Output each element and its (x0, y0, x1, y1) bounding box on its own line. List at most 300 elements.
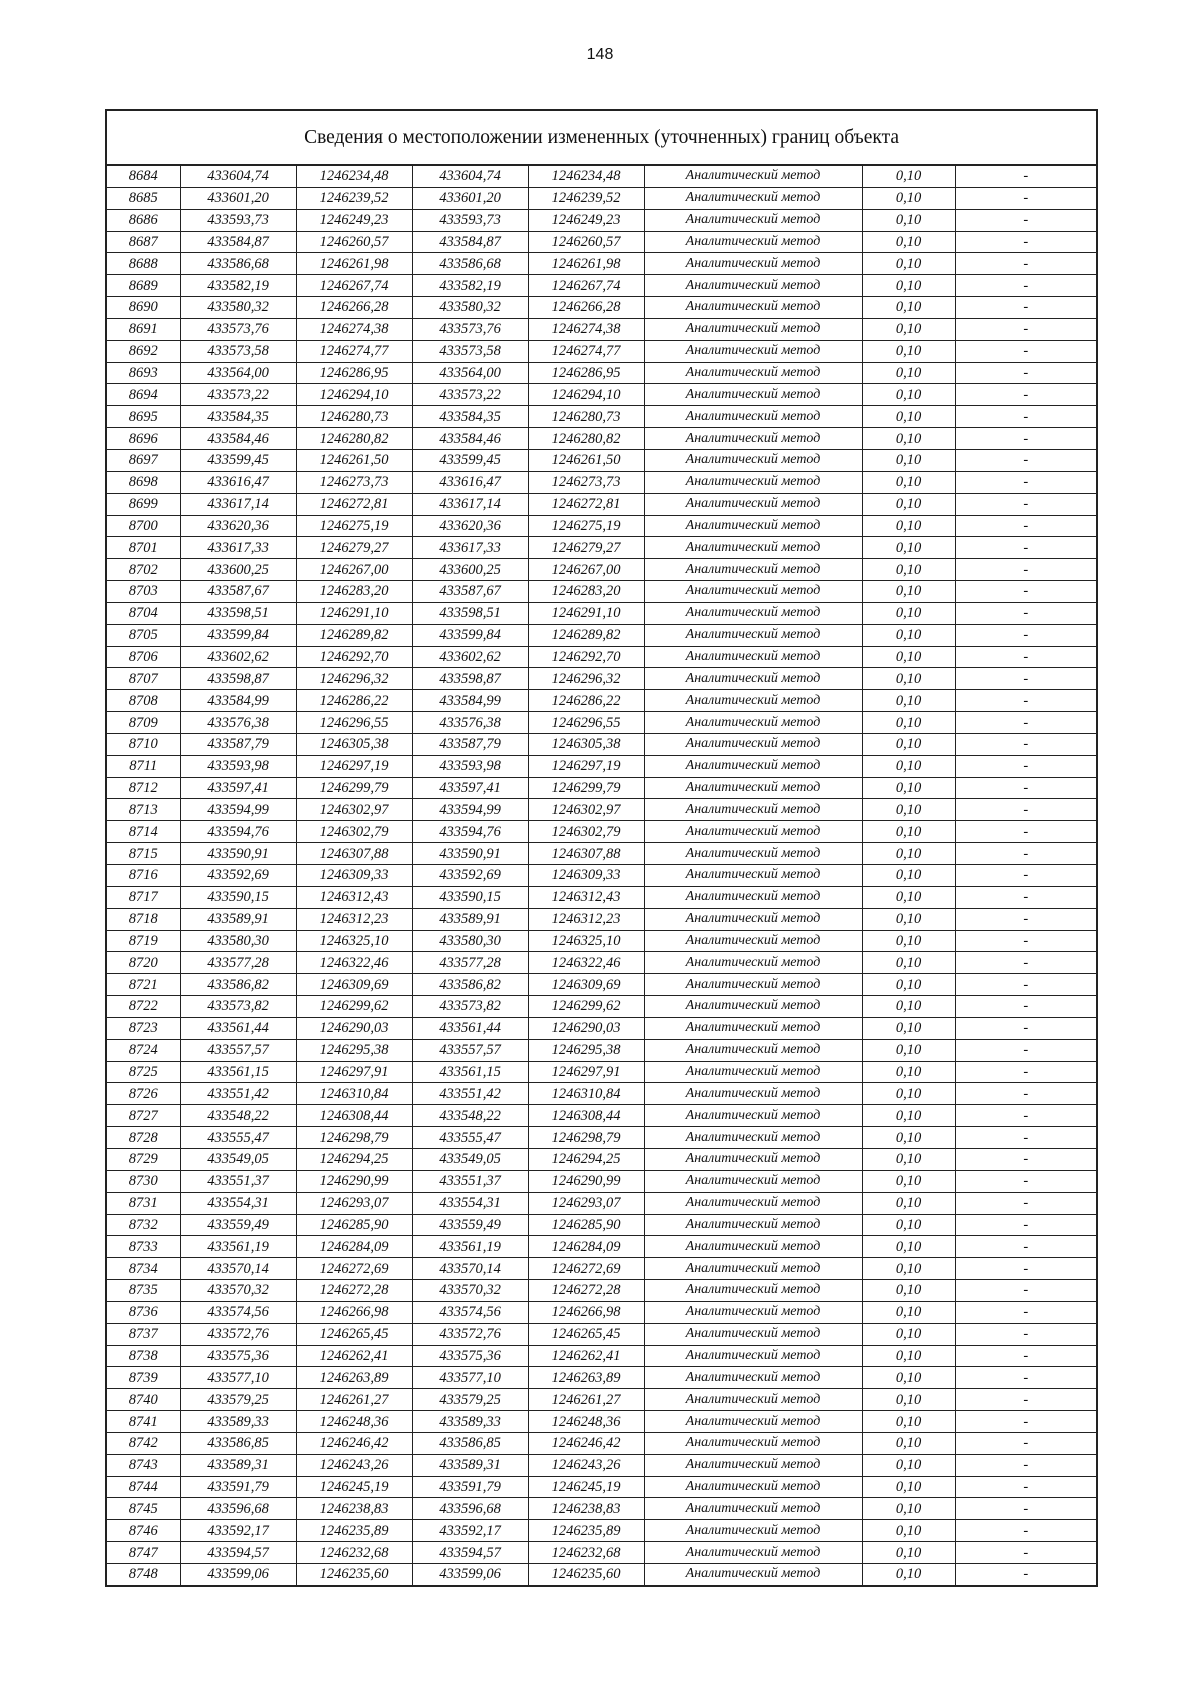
cell-description: - (955, 231, 1097, 253)
cell-y-existing: 1246263,89 (296, 1367, 412, 1389)
cell-accuracy: 0,10 (862, 712, 955, 734)
cell-method: Аналитический метод (644, 1323, 862, 1345)
cell-x-refined: 433570,14 (412, 1258, 528, 1280)
cell-y-refined: 1246286,22 (528, 690, 644, 712)
cell-point-number: 8725 (106, 1061, 180, 1083)
cell-x-refined: 433549,05 (412, 1148, 528, 1170)
cell-x-refined: 433599,45 (412, 449, 528, 471)
cell-point-number: 8698 (106, 471, 180, 493)
cell-point-number: 8703 (106, 581, 180, 603)
cell-method: Аналитический метод (644, 733, 862, 755)
cell-y-refined: 1246291,10 (528, 602, 644, 624)
cell-y-refined: 1246280,82 (528, 428, 644, 450)
cell-y-existing: 1246261,50 (296, 449, 412, 471)
cell-method: Аналитический метод (644, 1432, 862, 1454)
table-row (106, 318, 1097, 340)
cell-description: - (955, 952, 1097, 974)
cell-x-existing: 433617,14 (180, 493, 296, 515)
cell-x-refined: 433594,57 (412, 1542, 528, 1564)
cell-y-refined: 1246302,79 (528, 821, 644, 843)
cell-x-existing: 433587,67 (180, 581, 296, 603)
cell-description: - (955, 1083, 1097, 1105)
cell-x-refined: 433617,14 (412, 493, 528, 515)
cell-description: - (955, 668, 1097, 690)
cell-x-existing: 433584,99 (180, 690, 296, 712)
cell-accuracy: 0,10 (862, 1454, 955, 1476)
cell-x-existing: 433548,22 (180, 1105, 296, 1127)
cell-y-existing: 1246267,00 (296, 559, 412, 581)
cell-x-existing: 433573,76 (180, 318, 296, 340)
cell-point-number: 8699 (106, 493, 180, 515)
cell-x-existing: 433573,58 (180, 340, 296, 362)
cell-y-existing: 1246297,19 (296, 755, 412, 777)
cell-accuracy: 0,10 (862, 624, 955, 646)
cell-point-number: 8727 (106, 1105, 180, 1127)
cell-y-existing: 1246245,19 (296, 1476, 412, 1498)
table-row (106, 1345, 1097, 1367)
cell-y-refined: 1246235,89 (528, 1520, 644, 1542)
table-row (106, 712, 1097, 734)
cell-description: - (955, 581, 1097, 603)
cell-y-refined: 1246234,48 (528, 165, 644, 187)
cell-x-existing: 433573,82 (180, 996, 296, 1018)
cell-x-refined: 433586,68 (412, 253, 528, 275)
cell-point-number: 8732 (106, 1214, 180, 1236)
cell-x-refined: 433573,58 (412, 340, 528, 362)
cell-accuracy: 0,10 (862, 996, 955, 1018)
cell-point-number: 8688 (106, 253, 180, 275)
table-row (106, 1476, 1097, 1498)
table-row (106, 253, 1097, 275)
cell-y-existing: 1246294,10 (296, 384, 412, 406)
cell-point-number: 8685 (106, 187, 180, 209)
cell-x-existing: 433600,25 (180, 559, 296, 581)
cell-y-refined: 1246322,46 (528, 952, 644, 974)
table-row (106, 733, 1097, 755)
cell-method: Аналитический метод (644, 974, 862, 996)
cell-point-number: 8735 (106, 1280, 180, 1302)
table-row (106, 384, 1097, 406)
cell-description: - (955, 165, 1097, 187)
cell-accuracy: 0,10 (862, 559, 955, 581)
cell-y-refined: 1246272,28 (528, 1280, 644, 1302)
cell-description: - (955, 384, 1097, 406)
cell-y-refined: 1246325,10 (528, 930, 644, 952)
cell-x-existing: 433593,73 (180, 209, 296, 231)
cell-accuracy: 0,10 (862, 777, 955, 799)
cell-method: Аналитический метод (644, 777, 862, 799)
cell-x-existing: 433587,79 (180, 733, 296, 755)
cell-method: Аналитический метод (644, 668, 862, 690)
cell-x-existing: 433575,36 (180, 1345, 296, 1367)
cell-y-existing: 1246232,68 (296, 1542, 412, 1564)
cell-y-refined: 1246290,99 (528, 1170, 644, 1192)
cell-description: - (955, 1170, 1097, 1192)
table-row (106, 559, 1097, 581)
cell-y-existing: 1246291,10 (296, 602, 412, 624)
cell-y-existing: 1246302,97 (296, 799, 412, 821)
cell-description: - (955, 930, 1097, 952)
cell-accuracy: 0,10 (862, 1236, 955, 1258)
cell-x-refined: 433573,22 (412, 384, 528, 406)
cell-x-refined: 433587,67 (412, 581, 528, 603)
cell-y-refined: 1246297,91 (528, 1061, 644, 1083)
cell-x-refined: 433599,06 (412, 1564, 528, 1586)
cell-point-number: 8743 (106, 1454, 180, 1476)
cell-accuracy: 0,10 (862, 362, 955, 384)
cell-description: - (955, 602, 1097, 624)
cell-point-number: 8723 (106, 1017, 180, 1039)
table-row (106, 1454, 1097, 1476)
table-row (106, 624, 1097, 646)
cell-point-number: 8712 (106, 777, 180, 799)
cell-method: Аналитический метод (644, 1083, 862, 1105)
cell-point-number: 8690 (106, 297, 180, 319)
cell-x-refined: 433572,76 (412, 1323, 528, 1345)
cell-description: - (955, 1367, 1097, 1389)
cell-y-existing: 1246272,81 (296, 493, 412, 515)
cell-x-existing: 433592,17 (180, 1520, 296, 1542)
cell-method: Аналитический метод (644, 1520, 862, 1542)
cell-y-existing: 1246246,42 (296, 1432, 412, 1454)
cell-description: - (955, 733, 1097, 755)
cell-y-existing: 1246325,10 (296, 930, 412, 952)
cell-y-refined: 1246279,27 (528, 537, 644, 559)
cell-x-existing: 433579,25 (180, 1389, 296, 1411)
cell-y-existing: 1246261,98 (296, 253, 412, 275)
cell-accuracy: 0,10 (862, 1105, 955, 1127)
cell-x-refined: 433561,19 (412, 1236, 528, 1258)
cell-point-number: 8718 (106, 908, 180, 930)
table-row (106, 1301, 1097, 1323)
cell-point-number: 8747 (106, 1542, 180, 1564)
cell-y-refined: 1246272,69 (528, 1258, 644, 1280)
table-row (106, 187, 1097, 209)
cell-x-refined: 433593,73 (412, 209, 528, 231)
cell-description: - (955, 755, 1097, 777)
cell-x-refined: 433597,41 (412, 777, 528, 799)
cell-accuracy: 0,10 (862, 1192, 955, 1214)
cell-x-refined: 433598,51 (412, 602, 528, 624)
cell-accuracy: 0,10 (862, 1520, 955, 1542)
table-body (106, 165, 1097, 1586)
cell-x-refined: 433574,56 (412, 1301, 528, 1323)
cell-y-existing: 1246302,79 (296, 821, 412, 843)
cell-y-existing: 1246296,55 (296, 712, 412, 734)
cell-x-refined: 433591,79 (412, 1476, 528, 1498)
cell-y-existing: 1246280,82 (296, 428, 412, 450)
cell-y-existing: 1246284,09 (296, 1236, 412, 1258)
page-number: 148 (586, 46, 614, 63)
cell-x-refined: 433589,33 (412, 1411, 528, 1433)
cell-accuracy: 0,10 (862, 821, 955, 843)
cell-y-existing: 1246290,03 (296, 1017, 412, 1039)
cell-accuracy: 0,10 (862, 493, 955, 515)
cell-x-existing: 433582,19 (180, 275, 296, 297)
cell-accuracy: 0,10 (862, 1258, 955, 1280)
cell-accuracy: 0,10 (862, 253, 955, 275)
cell-method: Аналитический метод (644, 318, 862, 340)
cell-x-existing: 433591,79 (180, 1476, 296, 1498)
cell-x-refined: 433592,17 (412, 1520, 528, 1542)
cell-method: Аналитический метод (644, 165, 862, 187)
cell-y-existing: 1246272,69 (296, 1258, 412, 1280)
cell-accuracy: 0,10 (862, 1367, 955, 1389)
cell-x-existing: 433586,82 (180, 974, 296, 996)
cell-description: - (955, 1454, 1097, 1476)
cell-method: Аналитический метод (644, 297, 862, 319)
table-row (106, 777, 1097, 799)
cell-point-number: 8741 (106, 1411, 180, 1433)
cell-x-refined: 433592,69 (412, 865, 528, 887)
cell-description: - (955, 471, 1097, 493)
cell-x-existing: 433620,36 (180, 515, 296, 537)
cell-y-existing: 1246286,22 (296, 690, 412, 712)
cell-y-existing: 1246275,19 (296, 515, 412, 537)
cell-x-refined: 433551,37 (412, 1170, 528, 1192)
cell-x-refined: 433599,84 (412, 624, 528, 646)
cell-method: Аналитический метод (644, 493, 862, 515)
cell-y-refined: 1246299,79 (528, 777, 644, 799)
cell-method: Аналитический метод (644, 1017, 862, 1039)
cell-y-existing: 1246292,70 (296, 646, 412, 668)
cell-y-existing: 1246298,79 (296, 1127, 412, 1149)
cell-y-existing: 1246260,57 (296, 231, 412, 253)
cell-x-existing: 433551,37 (180, 1170, 296, 1192)
cell-x-existing: 433586,85 (180, 1432, 296, 1454)
cell-y-existing: 1246312,43 (296, 886, 412, 908)
table-row (106, 1039, 1097, 1061)
cell-point-number: 8737 (106, 1323, 180, 1345)
cell-accuracy: 0,10 (862, 515, 955, 537)
cell-description: - (955, 1061, 1097, 1083)
cell-point-number: 8744 (106, 1476, 180, 1498)
cell-method: Аналитический метод (644, 362, 862, 384)
cell-y-refined: 1246294,10 (528, 384, 644, 406)
cell-method: Аналитический метод (644, 1476, 862, 1498)
cell-y-refined: 1246245,19 (528, 1476, 644, 1498)
table-row (106, 428, 1097, 450)
cell-y-refined: 1246285,90 (528, 1214, 644, 1236)
cell-y-existing: 1246267,74 (296, 275, 412, 297)
cell-y-refined: 1246284,09 (528, 1236, 644, 1258)
cell-description: - (955, 318, 1097, 340)
cell-method: Аналитический метод (644, 1564, 862, 1586)
table-title: Сведения о местоположении измененных (уточненных) границ объекта (106, 110, 1097, 165)
cell-method: Аналитический метод (644, 1039, 862, 1061)
cell-description: - (955, 1258, 1097, 1280)
cell-description: - (955, 187, 1097, 209)
cell-accuracy: 0,10 (862, 1170, 955, 1192)
cell-point-number: 8686 (106, 209, 180, 231)
table-row (106, 1564, 1097, 1586)
cell-y-refined: 1246273,73 (528, 471, 644, 493)
cell-y-refined: 1246286,95 (528, 362, 644, 384)
cell-x-existing: 433599,84 (180, 624, 296, 646)
cell-accuracy: 0,10 (862, 974, 955, 996)
cell-x-existing: 433564,00 (180, 362, 296, 384)
cell-method: Аналитический метод (644, 1148, 862, 1170)
cell-description: - (955, 253, 1097, 275)
cell-method: Аналитический метод (644, 231, 862, 253)
cell-point-number: 8701 (106, 537, 180, 559)
cell-y-existing: 1246283,20 (296, 581, 412, 603)
cell-x-refined: 433594,76 (412, 821, 528, 843)
cell-y-existing: 1246289,82 (296, 624, 412, 646)
cell-y-existing: 1246235,89 (296, 1520, 412, 1542)
table-row (106, 581, 1097, 603)
cell-accuracy: 0,10 (862, 1498, 955, 1520)
cell-x-existing: 433590,15 (180, 886, 296, 908)
cell-y-existing: 1246310,84 (296, 1083, 412, 1105)
cell-y-existing: 1246248,36 (296, 1411, 412, 1433)
cell-x-refined: 433616,47 (412, 471, 528, 493)
cell-y-existing: 1246265,45 (296, 1323, 412, 1345)
cell-y-refined: 1246298,79 (528, 1127, 644, 1149)
cell-description: - (955, 777, 1097, 799)
table-row (106, 515, 1097, 537)
cell-method: Аналитический метод (644, 799, 862, 821)
cell-description: - (955, 1564, 1097, 1586)
cell-y-existing: 1246272,28 (296, 1280, 412, 1302)
cell-point-number: 8689 (106, 275, 180, 297)
cell-accuracy: 0,10 (862, 231, 955, 253)
cell-point-number: 8695 (106, 406, 180, 428)
table-row (106, 1542, 1097, 1564)
cell-point-number: 8713 (106, 799, 180, 821)
cell-description: - (955, 996, 1097, 1018)
cell-point-number: 8726 (106, 1083, 180, 1105)
cell-point-number: 8731 (106, 1192, 180, 1214)
cell-x-existing: 433602,62 (180, 646, 296, 668)
cell-x-existing: 433589,33 (180, 1411, 296, 1433)
cell-point-number: 8738 (106, 1345, 180, 1367)
cell-x-existing: 433572,76 (180, 1323, 296, 1345)
table-row (106, 297, 1097, 319)
cell-y-refined: 1246283,20 (528, 581, 644, 603)
cell-point-number: 8730 (106, 1170, 180, 1192)
cell-description: - (955, 1192, 1097, 1214)
cell-description: - (955, 1105, 1097, 1127)
cell-x-existing: 433584,46 (180, 428, 296, 450)
cell-method: Аналитический метод (644, 537, 862, 559)
cell-x-refined: 433577,10 (412, 1367, 528, 1389)
cell-x-existing: 433580,32 (180, 297, 296, 319)
cell-y-existing: 1246249,23 (296, 209, 412, 231)
cell-point-number: 8715 (106, 843, 180, 865)
cell-x-existing: 433561,15 (180, 1061, 296, 1083)
cell-y-refined: 1246296,32 (528, 668, 644, 690)
cell-point-number: 8697 (106, 449, 180, 471)
cell-y-refined: 1246307,88 (528, 843, 644, 865)
table-row (106, 1280, 1097, 1302)
table-row (106, 1236, 1097, 1258)
cell-x-existing: 433589,91 (180, 908, 296, 930)
cell-y-existing: 1246234,48 (296, 165, 412, 187)
cell-accuracy: 0,10 (862, 1301, 955, 1323)
cell-y-refined: 1246294,25 (528, 1148, 644, 1170)
cell-method: Аналитический метод (644, 908, 862, 930)
table-row (106, 843, 1097, 865)
cell-point-number: 8711 (106, 755, 180, 777)
cell-y-refined: 1246308,44 (528, 1105, 644, 1127)
cell-x-refined: 433589,91 (412, 908, 528, 930)
cell-y-existing: 1246238,83 (296, 1498, 412, 1520)
cell-x-existing: 433561,19 (180, 1236, 296, 1258)
table-row (106, 231, 1097, 253)
cell-point-number: 8706 (106, 646, 180, 668)
cell-description: - (955, 1432, 1097, 1454)
table-row (106, 537, 1097, 559)
cell-method: Аналитический метод (644, 755, 862, 777)
cell-x-refined: 433589,31 (412, 1454, 528, 1476)
cell-accuracy: 0,10 (862, 471, 955, 493)
cell-y-refined: 1246302,97 (528, 799, 644, 821)
cell-accuracy: 0,10 (862, 1542, 955, 1564)
cell-y-refined: 1246309,69 (528, 974, 644, 996)
table-row (106, 165, 1097, 187)
table-row (106, 821, 1097, 843)
cell-point-number: 8740 (106, 1389, 180, 1411)
cell-y-existing: 1246266,98 (296, 1301, 412, 1323)
cell-y-existing: 1246293,07 (296, 1192, 412, 1214)
cell-accuracy: 0,10 (862, 1389, 955, 1411)
table-row (106, 1323, 1097, 1345)
cell-y-existing: 1246296,32 (296, 668, 412, 690)
cell-point-number: 8700 (106, 515, 180, 537)
cell-y-existing: 1246273,73 (296, 471, 412, 493)
cell-accuracy: 0,10 (862, 1061, 955, 1083)
cell-y-existing: 1246294,25 (296, 1148, 412, 1170)
cell-y-existing: 1246312,23 (296, 908, 412, 930)
cell-x-refined: 433580,30 (412, 930, 528, 952)
cell-method: Аналитический метод (644, 384, 862, 406)
cell-y-existing: 1246239,52 (296, 187, 412, 209)
cell-x-existing: 433549,05 (180, 1148, 296, 1170)
cell-method: Аналитический метод (644, 1454, 862, 1476)
cell-point-number: 8696 (106, 428, 180, 450)
cell-method: Аналитический метод (644, 559, 862, 581)
cell-x-refined: 433564,00 (412, 362, 528, 384)
table-row (106, 362, 1097, 384)
table-row (106, 952, 1097, 974)
cell-x-existing: 433594,57 (180, 1542, 296, 1564)
cell-x-refined: 433602,62 (412, 646, 528, 668)
cell-description: - (955, 799, 1097, 821)
cell-x-refined: 433604,74 (412, 165, 528, 187)
cell-description: - (955, 1476, 1097, 1498)
cell-point-number: 8739 (106, 1367, 180, 1389)
cell-y-refined: 1246289,82 (528, 624, 644, 646)
cell-x-existing: 433561,44 (180, 1017, 296, 1039)
cell-x-refined: 433554,31 (412, 1192, 528, 1214)
cell-method: Аналитический метод (644, 646, 862, 668)
cell-accuracy: 0,10 (862, 602, 955, 624)
cell-y-refined: 1246238,83 (528, 1498, 644, 1520)
cell-x-existing: 433559,49 (180, 1214, 296, 1236)
cell-point-number: 8684 (106, 165, 180, 187)
cell-x-refined: 433561,15 (412, 1061, 528, 1083)
cell-method: Аналитический метод (644, 187, 862, 209)
cell-description: - (955, 297, 1097, 319)
boundary-table (105, 109, 1098, 1587)
cell-method: Аналитический метод (644, 996, 862, 1018)
cell-method: Аналитический метод (644, 1192, 862, 1214)
table-row (106, 471, 1097, 493)
cell-description: - (955, 1039, 1097, 1061)
cell-x-refined: 433570,32 (412, 1280, 528, 1302)
cell-x-refined: 433573,76 (412, 318, 528, 340)
